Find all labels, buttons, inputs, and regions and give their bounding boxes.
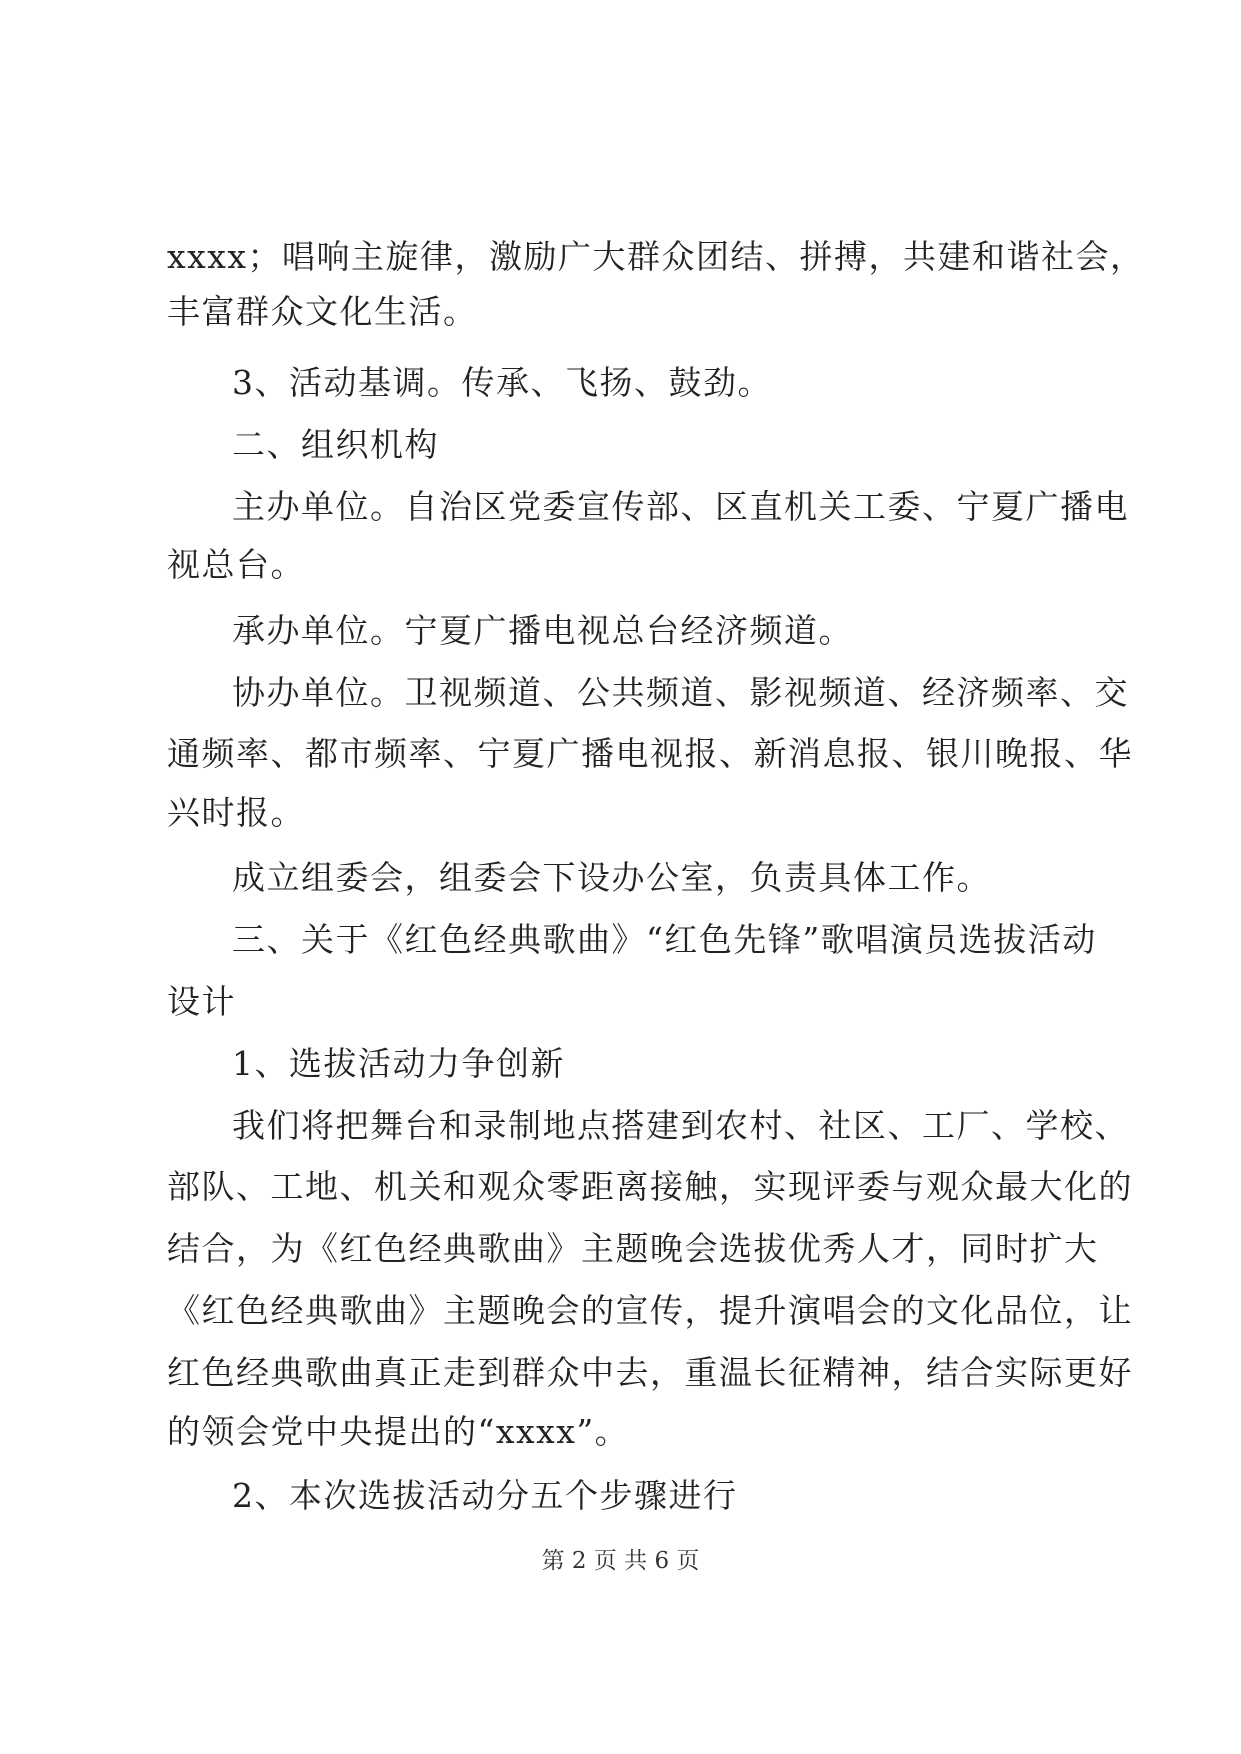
section-heading: 二、组织机构 <box>232 425 439 464</box>
text-line: 我们将把舞台和录制地点搭建到农村、社区、工厂、学校、 <box>232 1106 1129 1145</box>
subsection-heading: 1、选拔活动力争创新 <box>232 1044 565 1083</box>
text-line: 部队、工地、机关和观众零距离接触，实现评委与观众最大化的 <box>167 1167 1133 1206</box>
text-line: 主办单位。自治区党委宣传部、区直机关工委、宁夏广播电 <box>232 487 1129 526</box>
text-line: 《红色经典歌曲》主题晚会的宣传，提升演唱会的文化品位，让 <box>167 1291 1133 1330</box>
text-line: 3、活动基调。传承、飞扬、鼓劲。 <box>232 363 772 402</box>
text-line: 红色经典歌曲真正走到群众中去，重温长征精神，结合实际更好 <box>167 1353 1133 1392</box>
section-heading: 三、关于《红色经典歌曲》“红色先锋”歌唱演员选拔活动 <box>232 920 1097 959</box>
page-footer: 第 2 页 共 6 页 <box>541 1548 700 1574</box>
text-line: xxxx；唱响主旋律，激励广大群众团结、拼搏，共建和谐社会， <box>167 237 1145 276</box>
text-line: 丰富群众文化生活。 <box>167 292 478 331</box>
text-line: 通频率、都市频率、宁夏广播电视报、新消息报、银川晚报、华 <box>167 734 1133 773</box>
text-line: 兴时报。 <box>167 793 305 832</box>
section-heading: 设计 <box>167 982 236 1021</box>
subsection-heading: 2、本次选拔活动分五个步骤进行 <box>232 1476 738 1515</box>
text-line: 承办单位。宁夏广播电视总台经济频道。 <box>232 611 853 650</box>
text-line: 成立组委会，组委会下设办公室，负责具体工作。 <box>232 858 991 897</box>
text-line: 结合，为《红色经典歌曲》主题晚会选拔优秀人才，同时扩大 <box>167 1229 1099 1268</box>
text-line: 协办单位。卫视频道、公共频道、影视频道、经济频率、交 <box>232 673 1129 712</box>
text-line: 视总台。 <box>167 545 305 584</box>
text-line: 的领会党中央提出的“xxxx”。 <box>167 1412 630 1451</box>
